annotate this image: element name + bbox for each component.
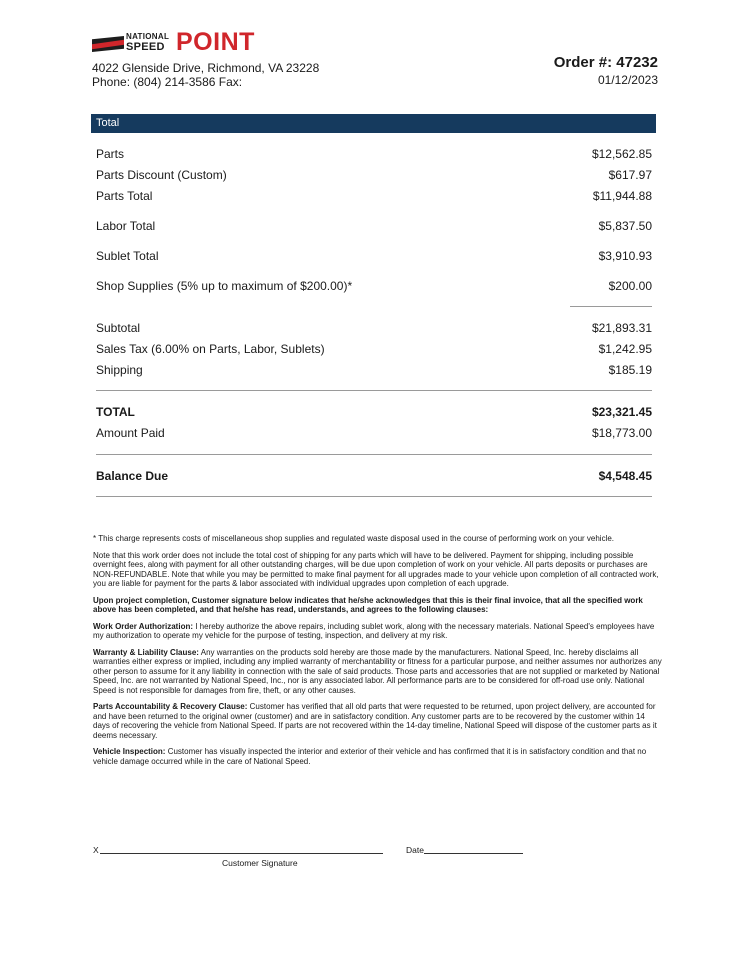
bottom-divider: [96, 496, 652, 497]
clause-title: Vehicle Inspection:: [93, 747, 166, 756]
row-value: $11,944.88: [592, 189, 652, 203]
row-label: Parts: [96, 147, 125, 161]
logo-flag-icon: [92, 36, 124, 52]
clause-title: Warranty & Liability Clause:: [93, 647, 199, 657]
signature-line[interactable]: [100, 853, 383, 854]
row-value: $18,773.00: [591, 426, 652, 440]
subtotal-divider: [570, 306, 652, 307]
row-value: $617.97: [608, 168, 652, 182]
company-logo: [92, 28, 272, 57]
order-label: Order #:: [553, 54, 613, 71]
clause-title: Work Order Authorization:: [93, 621, 193, 631]
work-authorization-clause: [93, 622, 663, 641]
logo-text-speed: SPEED: [126, 41, 165, 53]
clause-text: I hereby authorize the above repairs, including sublet work, along with the necessary materials. National Speed's employees have my authorization to operate my vehicle for the purpose of testing, inspection, and delivery at my risk.: [93, 621, 655, 640]
row-value: $4,548.45: [598, 469, 652, 483]
logo-text-national: NATIONAL: [126, 32, 170, 41]
signature-label: Customer Signature: [222, 858, 298, 868]
row-label: TOTAL: [96, 405, 135, 419]
date-label: Date: [406, 845, 424, 855]
row-value: $3,910.93: [598, 249, 652, 263]
row-label: Sublet Total: [96, 249, 159, 263]
row-value: $5,837.50: [598, 219, 652, 233]
company-address: 4022 Glenside Drive, Richmond, VA 23228: [92, 61, 320, 75]
clause-text: Customer has visually inspected the interior and exterior of their vehicle and has confirmed that it is in satisfactory condition and that no vehicle damage occurred while in the care of National Speed.: [93, 747, 647, 766]
order-date: 01/12/2023: [597, 73, 658, 87]
order-number-line: [554, 54, 658, 71]
row-value: $200.00: [608, 279, 652, 293]
signature-x-mark: X: [93, 845, 99, 855]
warranty-clause: [93, 648, 663, 696]
row-value: $21,893.31: [591, 321, 652, 335]
row-value: $23,321.45: [591, 405, 652, 419]
row-label: Balance Due: [96, 469, 169, 483]
order-number: 47232: [616, 54, 658, 71]
company-phone: Phone: (804) 214-3586 Fax:: [92, 75, 243, 89]
row-label: Shipping: [96, 363, 143, 377]
row-value: $1,242.95: [598, 342, 652, 356]
clause-title: Parts Accountability & Recovery Clause:: [93, 702, 248, 711]
row-label: Sales Tax (6.00% on Parts, Labor, Sublets): [96, 342, 325, 356]
supplies-note: * This charge represents costs of miscellaneous shop supplies and regulated waste disposal used in the course of performing work on your vehicle.: [93, 534, 615, 543]
completion-note: Upon project completion, Customer signature below indicates that he/she acknowledges that this is their final invoice, that all the specified work above has been completed, and that he/she has read, understands, and agrees to the following clauses:: [93, 595, 643, 614]
row-label: Amount Paid: [96, 426, 165, 440]
clause-text: Customer has verified that all old parts that were requested to be returned, upon project delivery, are accounted for and have been returned to the original owner (customer) and are in satisfactory condition. Any customer parts are to be recovered by the customer within 14 days of recovering the vehicle from National Speed. If parts are not recovered within the 14-day timeline, National Speed will dispose of the customer parts as it deems necessary.: [93, 702, 657, 740]
logo-text-point: POINT: [176, 28, 255, 56]
shipping-note: Note that this work order does not include the total cost of shipping for any parts which will have to be delivered. Payment for shipping, including possible overnight fees, along with payment for all other outstanding charges, will be due upon completion of work on your vehicle. All parts deposits or purchases are NON-REFUNDABLE. Note that while you may be permitted to make final payment for all upgrades made to your vehicle upon completion of all contracted work, you are liable for payment for the parts & labor associated with individual upgrades upon completion of each upgrade.: [93, 550, 659, 588]
terms-section: [93, 534, 663, 766]
clause-text: Any warranties on the products sold hereby are those made by the manufacturers. National Speed, Inc. hereby disclaims all warranties either express or implied, including any implied warranty of merchantability or fitness for a particular purpose, and neither assumes nor authorizes any other person to assume for it any liability in connection with the sale of said products. Those parts and accessories that are not supplied or marketed by National Speed, Inc. are not warranted by National Speed, Inc., nor is any associated labor. All performance parts are to be considered for off-road use only. National Speed is not responsible for damages from fire, theft, or any other causes.: [93, 647, 662, 695]
vehicle-inspection-clause: [93, 747, 663, 766]
company-address-block: [92, 61, 319, 89]
row-label: Parts Total: [96, 189, 153, 203]
row-value: $12,562.85: [591, 147, 652, 161]
row-label: Subtotal: [96, 321, 141, 335]
row-value: $185.19: [608, 363, 652, 377]
order-info: [554, 54, 658, 87]
section-title-bar: Total: [91, 114, 656, 133]
total-divider: [96, 390, 652, 391]
balance-divider: [96, 454, 652, 455]
row-label: Shop Supplies (5% up to maximum of $200.00)*: [96, 279, 353, 293]
row-label: Labor Total: [96, 219, 156, 233]
row-label: Parts Discount (Custom): [96, 168, 227, 182]
date-line[interactable]: [424, 853, 523, 854]
parts-accountability-clause: [93, 702, 663, 740]
